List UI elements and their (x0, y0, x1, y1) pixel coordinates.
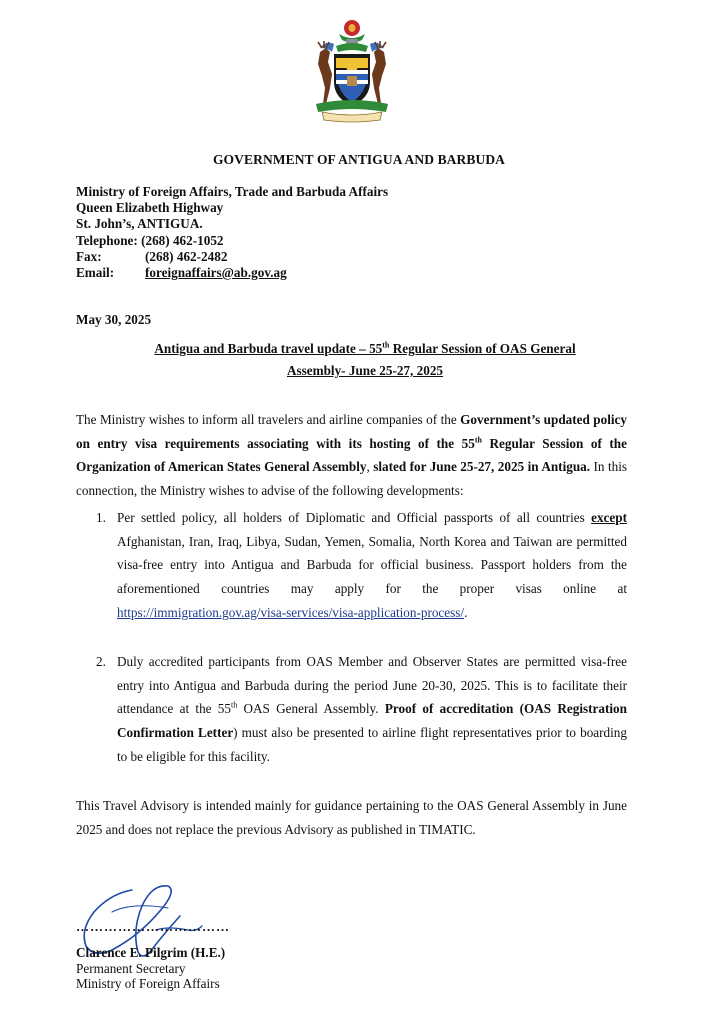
fax-value: (268) 462-2482 (145, 248, 228, 264)
item2-sup: th (230, 701, 238, 711)
list-item-2-number: 2. (96, 654, 106, 669)
item1-text-3: . (464, 604, 468, 620)
list-item-1-number: 1. (96, 510, 106, 525)
intro-paragraph (76, 408, 627, 503)
letter-date: May 30, 2025 (76, 312, 152, 327)
ministry-address-block (76, 184, 388, 281)
intro-sup: th (474, 435, 482, 445)
list-item-2 (96, 650, 627, 769)
subject-part1: Antigua and Barbuda travel update – 55 (154, 341, 383, 356)
ministry-name: Ministry of Foreign Affairs, Trade and Barbuda Affairs (76, 184, 389, 199)
telephone-label: Telephone: (76, 232, 138, 248)
list-item-1 (96, 506, 627, 625)
intro-bold-1: Government’s updated policy on entry visa requirements associating with its hosting of the 55 (76, 412, 627, 451)
city-address: St. John’s, ANTIGUA. (76, 216, 203, 232)
item1-except: except (591, 510, 627, 525)
signature-line: …………………………… (76, 919, 230, 934)
item2-text-3: ) must also be presented to airline flight representatives prior to boarding to be eligible for this facility. (117, 725, 627, 764)
fax-label: Fax: (76, 248, 102, 264)
subject-part2: Regular Session of OAS General Assembly- June 25-27, 2025 (286, 341, 576, 378)
email-link[interactable]: foreignaffairs@ab.gov.ag (145, 265, 287, 281)
fax-row (76, 249, 388, 265)
list-item-1-text (117, 506, 627, 625)
telephone-row (76, 233, 388, 249)
item2-text-1: Duly accredited participants from OAS Member and Observer States are permitted visa-free entry into Antigua and Barbuda during the period June 20-30, 2025. This is to facilitate their attendance at the 55 (117, 654, 627, 717)
subject-line (130, 338, 600, 382)
intro-text-2: , (366, 459, 374, 475)
intro-text-1: The Ministry wishes to inform all travelers and airline companies of the (76, 412, 461, 427)
email-label: Email: (76, 265, 115, 281)
intro-text-3: In this connection, the Ministry wishes to advise of the following developments: (76, 459, 627, 499)
item2-bold: Proof of accreditation (OAS Registration Confirmation Letter (117, 701, 627, 741)
coat-of-arms-icon (306, 18, 398, 124)
item1-text-1: Per settled policy, all holders of Diplomatic and Official passports of all countries (117, 510, 592, 525)
visa-application-link[interactable]: https://immigration.gov.ag/visa-services/visa-application-process/ (117, 604, 465, 620)
list-item-2-text (117, 650, 627, 769)
intro-bold-2: Regular Session of the Organization of American States General Assembly (76, 435, 627, 475)
email-row (76, 265, 388, 281)
signatory-name: Clarence E. Pilgrim (H.E.) (76, 945, 226, 960)
item2-text-2: OAS General Assembly. (237, 701, 385, 717)
telephone-value: (268) 462-1052 (141, 232, 224, 248)
intro-bold-3: slated for June 25-27, 2025 in Antigua. (373, 459, 591, 475)
item1-text-2: Afghanistan, Iran, Iraq, Libya, Sudan, Yemen, Somalia, North Korea and Taiwan are permitted visa-free entry into Antigua and Barbuda for official business. Passport holders from the aforementioned countries may apply for the proper visas online at (117, 533, 627, 597)
signatory-title: Permanent Secretary (76, 961, 186, 976)
street-address: Queen Elizabeth Highway (76, 200, 224, 216)
signatory-office: Ministry of Foreign Affairs (76, 976, 220, 991)
subject-sup: th (382, 340, 390, 350)
closing-paragraph: This Travel Advisory is intended mainly for guidance pertaining to the OAS General Assembly in June 2025 and does not replace the previous Advisory as published in TIMATIC. (76, 798, 627, 837)
government-title: GOVERNMENT OF ANTIGUA AND BARBUDA (212, 152, 506, 167)
